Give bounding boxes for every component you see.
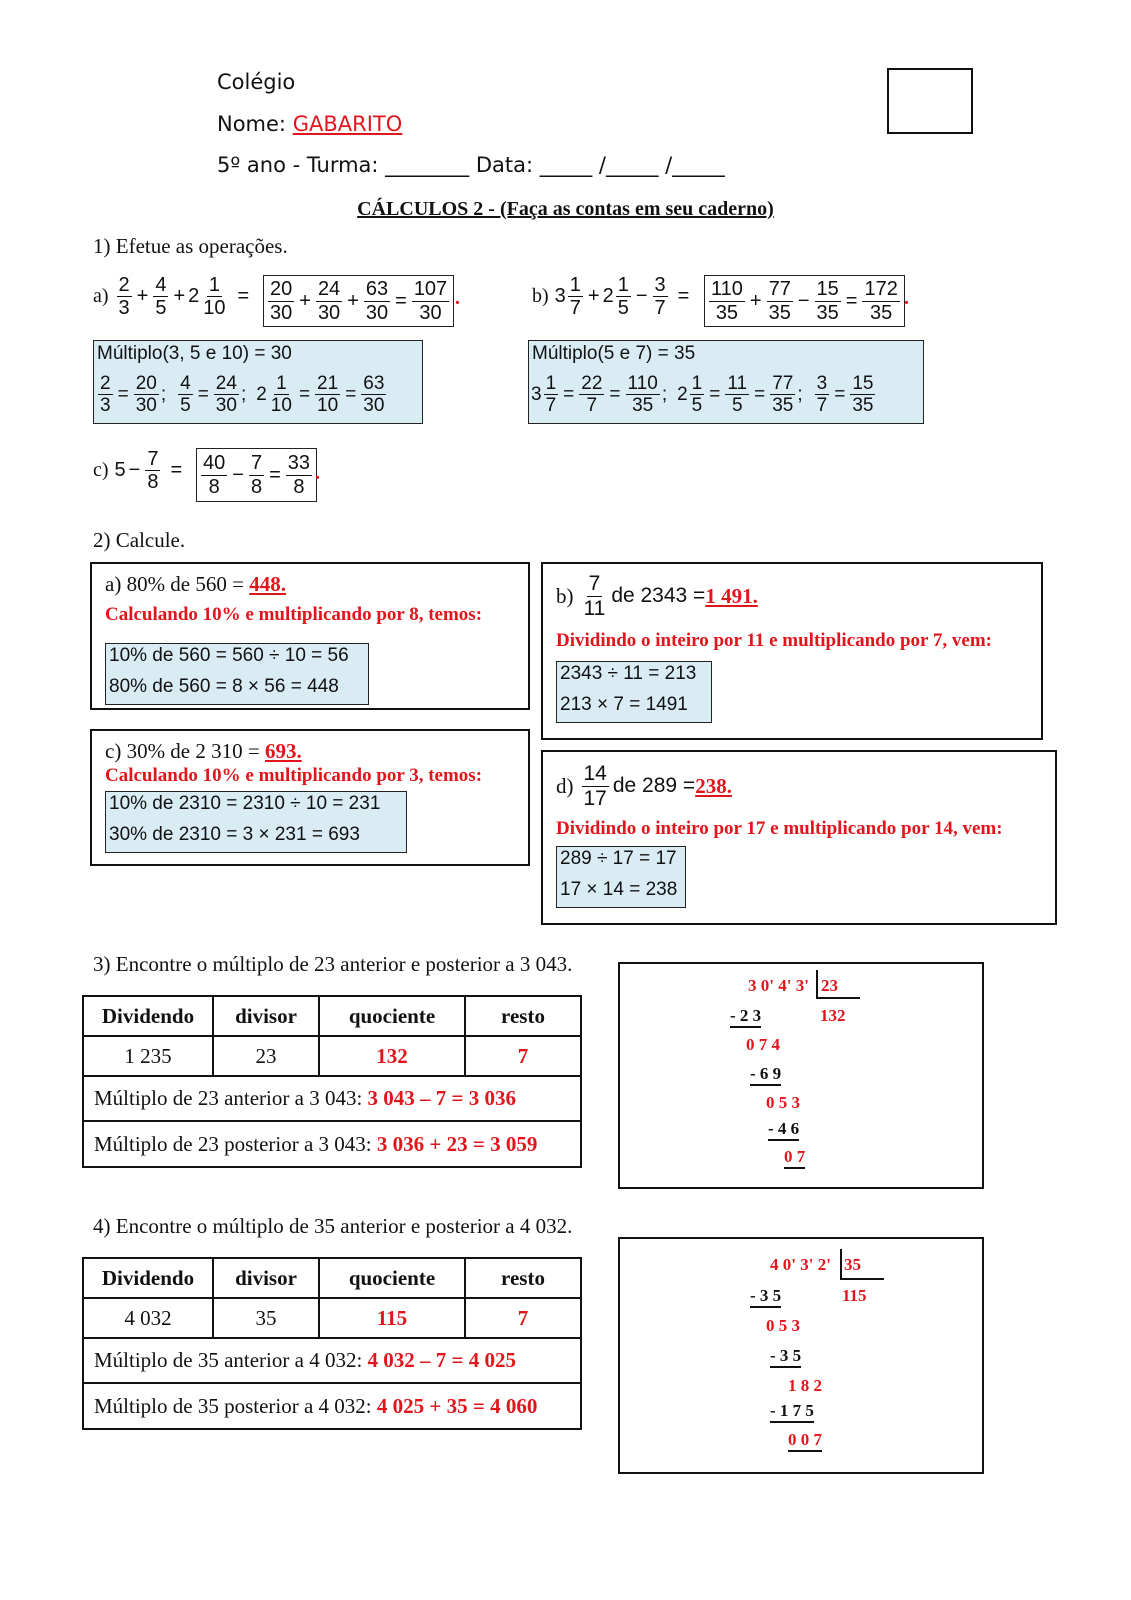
q3-header-dividendo: Dividendo	[83, 996, 213, 1036]
q1b-equivalents: 3 $\frac{1}{7}$ = $\frac{22}{7}$ = $\frac{110}{35}$ ; 2 $\frac{1}{5}$ = $\frac{11}{5}$ = $\frac{77}{35}$ ; $\frac{3}{7}$ = $\frac{15}{35}$	[531, 373, 874, 417]
q2c-method: Calculando 10% e multiplicando por 3, temos:	[105, 765, 483, 786]
q2b-line1: 2343 ÷ 11 = 213	[560, 663, 697, 684]
q2a-statement: a) 80% de 560 = 448.	[105, 572, 286, 596]
q1a-answer-box: $\frac{20}{30}$ + $\frac{24}{30}$ + $\frac{63}{30}$ = $\frac{107}{30}$	[263, 275, 454, 327]
q4-step-3: - 3 5	[770, 1346, 801, 1368]
q2c-line1: 10% de 2310 = 2310 ÷ 10 = 231	[109, 793, 381, 814]
q4-step-6: 0 0 7	[788, 1430, 822, 1452]
q1b-dot: .	[904, 287, 909, 309]
q2d-statement: d) $\frac{14}{17}$ de 289 = 238.	[556, 762, 732, 810]
q2d-line2: 17 × 14 = 238	[560, 879, 678, 900]
q3-header-divisor: divisor	[213, 996, 319, 1036]
q4-division-line	[840, 1278, 884, 1280]
q4-header-quociente: quociente	[319, 1258, 465, 1298]
q4-prompt: 4) Encontre o múltiplo de 35 anterior e posterior a 4 032.	[93, 1214, 573, 1238]
q3-step-3: - 6 9	[750, 1064, 781, 1086]
q1c-dot: .	[315, 462, 320, 484]
q3-posterior-value: 3 036 + 23 = 3 059	[376, 1131, 538, 1156]
q3-cell-resto: 7	[465, 1036, 581, 1076]
q2d-answer: 238.	[695, 773, 732, 798]
q1b-expression: b) 3 $\frac{1}{7}$ + 2 $\frac{1}{5}$ − $\frac{3}{7}$ =	[532, 274, 690, 320]
q2d-method: Dividindo o inteiro por 17 e multiplicando por 14, vem:	[556, 818, 1003, 839]
q3-cell-divisor: 23	[213, 1036, 319, 1076]
q1a-multiple: Múltiplo(3, 5 e 10) = 30	[97, 343, 292, 364]
q2a-method: Calculando 10% e multiplicando por 8, temos:	[105, 604, 483, 625]
q1a-frac-3: $\frac{1}{10}$	[203, 274, 226, 320]
q2c-statement: c) 30% de 2 310 = 693.	[105, 739, 302, 763]
nome-line	[217, 112, 402, 136]
q1a-dot: .	[455, 287, 460, 309]
q4-posterior-value: 4 025 + 35 = 4 060	[376, 1393, 538, 1418]
q4-step-5: - 1 7 5	[770, 1401, 814, 1423]
q2c-box	[90, 729, 530, 866]
q4-cell-dividendo: 4 032	[83, 1298, 213, 1338]
q1b-answer-box: $\frac{110}{35}$ + $\frac{77}{35}$ − $\frac{15}{35}$ = $\frac{172}{35}$	[704, 275, 905, 327]
q4-cell-resto: 7	[465, 1298, 581, 1338]
turma-data-line: 5º ano - Turma: ________ Data: _____ /_____ /_____	[217, 153, 725, 177]
q1b-work-box	[528, 340, 924, 424]
q3-division-bar	[816, 970, 818, 998]
q3-posterior-row: Múltiplo de 23 posterior a 3 043: 3 036 + 23 = 3 059	[83, 1121, 581, 1167]
q3-table	[82, 995, 582, 1168]
q2c-line2: 30% de 2310 = 3 × 231 = 693	[109, 824, 360, 845]
q4-table	[82, 1257, 582, 1430]
q2b-work-box	[556, 661, 712, 723]
q4-anterior-row: Múltiplo de 35 anterior a 4 032: 4 032 – 7 = 4 025	[83, 1338, 581, 1383]
q1c-expression: c) 5 − $\frac{7}{8}$ =	[93, 448, 183, 494]
q4-header-dividendo: Dividendo	[83, 1258, 213, 1298]
nome-value: GABARITO	[292, 112, 403, 136]
q3-cell-quociente: 132	[319, 1036, 465, 1076]
plus-sign: +	[173, 285, 186, 308]
q3-step-5: - 4 6	[768, 1119, 799, 1141]
colegio-label: Colégio	[217, 70, 296, 94]
q3-cell-dividendo: 1 235	[83, 1036, 213, 1076]
q4-division-box	[618, 1237, 984, 1474]
q2d-box	[541, 750, 1057, 925]
q4-cell-divisor: 35	[213, 1298, 319, 1338]
q3-anterior-row: Múltiplo de 23 anterior a 3 043: 3 043 – 7 = 3 036	[83, 1076, 581, 1121]
q2b-method: Dividindo o inteiro por 11 e multiplicando por 7, vem:	[556, 630, 992, 651]
q4-quotient: 115	[842, 1286, 867, 1305]
grade-box	[887, 68, 973, 134]
q2a-box	[90, 562, 530, 710]
q3-divisor: 23	[821, 976, 838, 995]
q1a-frac-1: $\frac{2}{3}$	[118, 274, 130, 320]
page-title: CÁLCULOS 2 - (Faça as contas em seu caderno)	[357, 198, 774, 220]
q1b-multiple: Múltiplo(5 e 7) = 35	[532, 343, 696, 364]
q1b-label: b)	[532, 285, 549, 308]
q3-header-resto: resto	[465, 996, 581, 1036]
q1a-equivalents: $\frac{2}{3}$ = $\frac{20}{30}$ ; $\frac{4}{5}$ = $\frac{24}{30}$ ; 2 $\frac{1}{10}$ = $\frac{21}{10}$ = $\frac{63}{30}$	[100, 373, 385, 417]
q2a-answer: 448.	[249, 572, 286, 596]
q1a-work-box	[93, 340, 423, 424]
q1-prompt: 1) Efetue as operações.	[93, 234, 288, 258]
q2b-box	[541, 562, 1043, 740]
q2b-statement: b) $\frac{7}{11}$ de 2343 = 1 491.	[556, 572, 758, 620]
q3-header-quociente: quociente	[319, 996, 465, 1036]
q1a-label: a)	[93, 285, 109, 308]
q1a-frac-2: $\frac{4}{5}$	[155, 274, 167, 320]
q3-step-4: 0 5 3	[766, 1093, 800, 1112]
q1a-expression	[93, 274, 252, 320]
q4-cell-quociente: 115	[319, 1298, 465, 1338]
plus-sign: +	[136, 285, 149, 308]
q4-anterior-value: 4 032 – 7 = 4 025	[367, 1348, 517, 1372]
q2-prompt: 2) Calcule.	[93, 528, 186, 552]
q3-dividend: 3 0' 4' 3'	[748, 976, 809, 995]
q2a-line2: 80% de 560 = 8 × 56 = 448	[109, 676, 339, 697]
q2a-work-box	[105, 643, 369, 705]
q4-step-4: 1 8 2	[788, 1376, 822, 1395]
q4-header-divisor: divisor	[213, 1258, 319, 1298]
q3-division-box	[618, 962, 984, 1189]
q3-anterior-value: 3 043 – 7 = 3 036	[367, 1086, 517, 1110]
q3-prompt: 3) Encontre o múltiplo de 23 anterior e posterior a 3 043.	[93, 952, 573, 976]
q3-step-1: - 2 3	[730, 1006, 761, 1028]
q2a-line1: 10% de 560 = 560 ÷ 10 = 56	[109, 645, 349, 666]
q1c-label: c)	[93, 459, 109, 482]
q4-header-resto: resto	[465, 1258, 581, 1298]
equals-sign: =	[237, 285, 250, 308]
q3-step-2: 0 7 4	[746, 1035, 780, 1054]
q2c-work-box	[105, 791, 407, 853]
q2b-answer: 1 491.	[705, 583, 758, 608]
q4-posterior-row: Múltiplo de 35 posterior a 4 032: 4 025 + 35 = 4 060	[83, 1383, 581, 1429]
nome-label: Nome:	[217, 112, 287, 136]
q4-step-1: - 3 5	[750, 1286, 781, 1308]
q3-step-6: 0 7	[784, 1147, 805, 1169]
q2d-line1: 289 ÷ 17 = 17	[560, 848, 677, 869]
q2b-line2: 213 × 7 = 1491	[560, 694, 688, 715]
q4-step-2: 0 5 3	[766, 1316, 800, 1335]
whole-part: 2	[188, 285, 200, 308]
q4-division-bar	[840, 1249, 842, 1279]
q3-quotient: 132	[820, 1006, 846, 1025]
q4-divisor: 35	[844, 1255, 861, 1274]
q3-division-line	[816, 997, 860, 999]
q2c-answer: 693.	[264, 739, 302, 763]
q4-dividend: 4 0' 3' 2'	[770, 1255, 831, 1274]
q1c-answer-box: $\frac{40}{8}$ − $\frac{7}{8}$ = $\frac{33}{8}$	[196, 448, 317, 502]
q2d-work-box	[556, 846, 686, 908]
